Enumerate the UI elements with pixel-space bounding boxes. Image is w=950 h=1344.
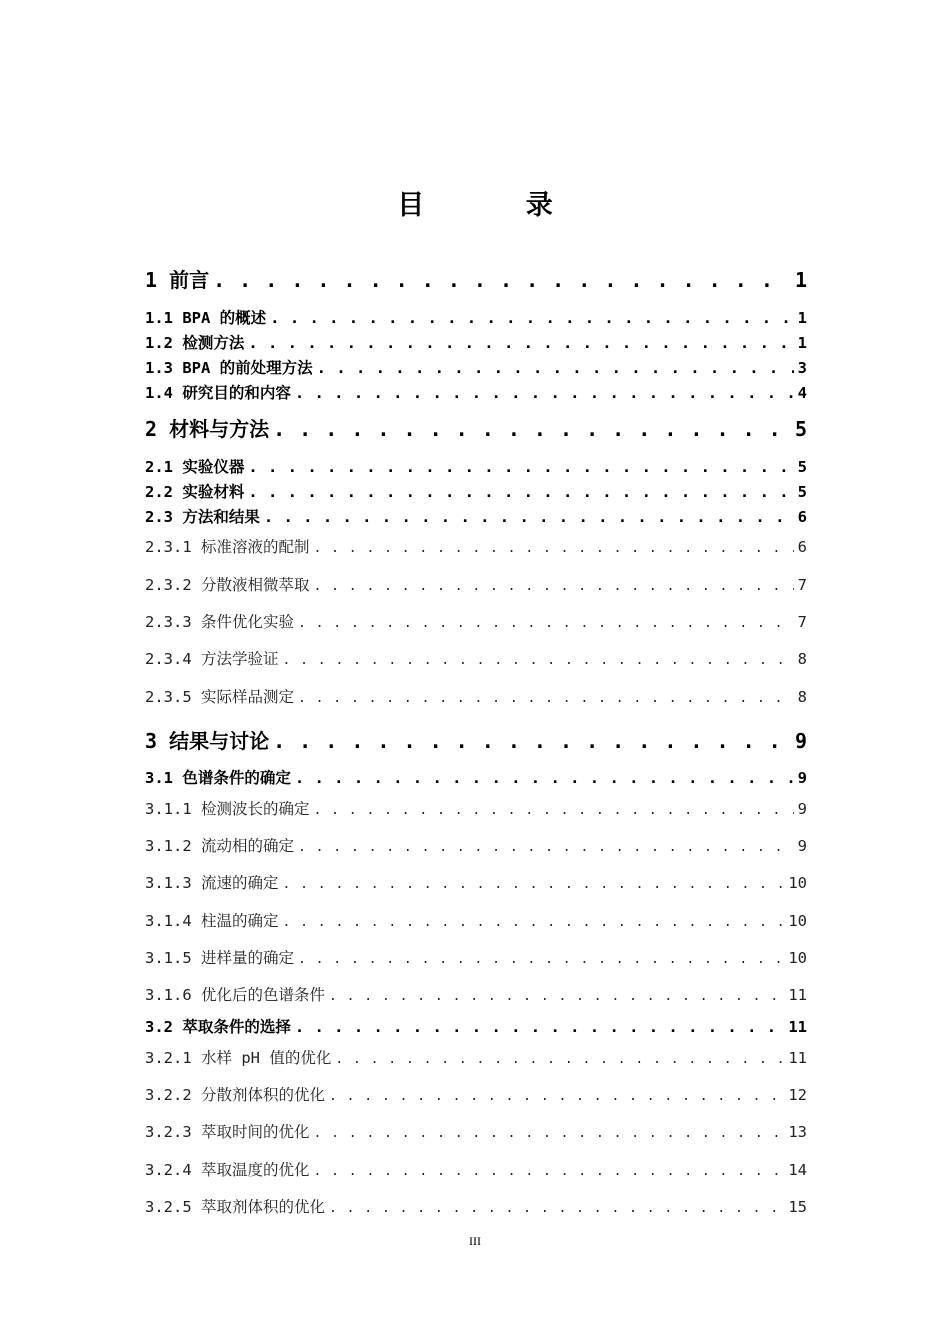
toc-entry-label: 1.4 研究目的和内容 bbox=[145, 384, 291, 402]
toc-entry-label: 2.1 实验仪器 bbox=[145, 458, 245, 476]
toc-leader bbox=[298, 616, 794, 631]
toc-leader bbox=[314, 579, 794, 594]
toc-entry-page: 15 bbox=[788, 1198, 807, 1216]
toc-entry-label: 3.2 萃取条件的选择 bbox=[145, 1018, 291, 1036]
toc-entry[interactable] bbox=[145, 610, 807, 632]
toc-leader bbox=[329, 989, 784, 1004]
toc-leader bbox=[314, 541, 794, 556]
toc-entry[interactable] bbox=[145, 871, 807, 893]
toc-entry-page: 9 bbox=[794, 729, 807, 753]
toc-entry-page: 10 bbox=[788, 912, 807, 930]
toc-leader bbox=[295, 769, 794, 787]
toc-entry[interactable] bbox=[145, 356, 807, 378]
toc-entry-page: 3 bbox=[797, 359, 807, 377]
toc-entry-label: 3.1.2 流动相的确定 bbox=[145, 837, 294, 855]
toc-entry[interactable] bbox=[145, 1195, 807, 1217]
toc-leader bbox=[295, 1018, 785, 1036]
toc-entry-label: 2.3 方法和结果 bbox=[145, 508, 260, 526]
toc-entry-label: 3.1.6 优化后的色谱条件 bbox=[145, 986, 325, 1004]
toc-entry[interactable] bbox=[145, 264, 807, 293]
toc-leader bbox=[273, 729, 791, 753]
toc-entry-page: 9 bbox=[797, 837, 807, 855]
toc-entry[interactable] bbox=[145, 480, 807, 502]
toc-leader bbox=[317, 359, 794, 377]
toc-entry-page: 5 bbox=[797, 483, 807, 501]
toc-entry-page: 5 bbox=[797, 458, 807, 476]
toc-entry[interactable] bbox=[145, 946, 807, 968]
page-title: 目 录 bbox=[397, 190, 599, 221]
toc-leader bbox=[264, 508, 794, 526]
toc-entry-label: 3.2.4 萃取温度的优化 bbox=[145, 1161, 310, 1179]
toc-entry-label: 3.1.3 流速的确定 bbox=[145, 874, 279, 892]
toc-entry[interactable] bbox=[145, 573, 807, 595]
toc-leader bbox=[283, 915, 785, 930]
toc-entry-page: 11 bbox=[788, 1018, 807, 1036]
toc-leader bbox=[248, 458, 793, 476]
toc-entry-label: 3.1.4 柱温的确定 bbox=[145, 912, 279, 930]
toc-leader bbox=[298, 952, 784, 967]
toc-entry-page: 11 bbox=[788, 986, 807, 1004]
toc-entry-page: 1 bbox=[797, 334, 807, 352]
toc-entry-page: 11 bbox=[788, 1049, 807, 1067]
toc-entry[interactable] bbox=[145, 331, 807, 353]
toc-entry-page: 5 bbox=[794, 417, 807, 441]
toc-leader bbox=[248, 483, 793, 501]
toc-entry[interactable] bbox=[145, 766, 807, 788]
toc-entry[interactable] bbox=[145, 909, 807, 931]
toc-entry[interactable] bbox=[145, 381, 807, 403]
toc-entry-page: 10 bbox=[788, 874, 807, 892]
toc-leader bbox=[298, 691, 794, 706]
toc-entry[interactable] bbox=[145, 535, 807, 557]
toc-leader bbox=[283, 653, 794, 668]
toc-leader bbox=[213, 268, 791, 292]
toc-leader bbox=[314, 803, 794, 818]
toc-entry-label: 2.3.4 方法学验证 bbox=[145, 650, 279, 668]
toc-entry[interactable] bbox=[145, 1083, 807, 1105]
toc-entry-label: 1.3 BPA 的前处理方法 bbox=[145, 359, 313, 377]
toc-entry[interactable] bbox=[145, 685, 807, 707]
toc-leader bbox=[314, 1164, 785, 1179]
toc-leader bbox=[298, 840, 794, 855]
toc-entry[interactable] bbox=[145, 834, 807, 856]
toc-entry[interactable] bbox=[145, 1046, 807, 1068]
toc-entry[interactable] bbox=[145, 505, 807, 527]
toc-leader bbox=[314, 1126, 785, 1141]
toc-entry-label: 3.1 色谱条件的确定 bbox=[145, 769, 291, 787]
toc-entry[interactable] bbox=[145, 306, 807, 328]
toc-entry-label: 1.1 BPA 的概述 bbox=[145, 309, 267, 327]
toc-entry-page: 10 bbox=[788, 949, 807, 967]
toc-entry-page: 7 bbox=[797, 613, 807, 631]
toc-entry-label: 2.3.5 实际样品测定 bbox=[145, 688, 294, 706]
toc-leader bbox=[295, 384, 794, 402]
toc-entry-page: 1 bbox=[794, 268, 807, 292]
toc-entry-page: 12 bbox=[788, 1086, 807, 1104]
toc-entry-page: 8 bbox=[797, 688, 807, 706]
toc-entry-page: 6 bbox=[797, 538, 807, 556]
toc-entry[interactable] bbox=[145, 455, 807, 477]
toc-entry[interactable] bbox=[145, 725, 807, 754]
toc-entry-label: 3.1.1 检测波长的确定 bbox=[145, 800, 310, 818]
toc-entry-label: 1.2 检测方法 bbox=[145, 334, 245, 352]
toc-entry-page: 6 bbox=[797, 508, 807, 526]
toc-leader bbox=[248, 334, 793, 352]
toc-entry-page: 7 bbox=[797, 576, 807, 594]
page-number: III bbox=[469, 1234, 481, 1248]
toc-entry-label: 3 结果与讨论 bbox=[145, 729, 270, 753]
toc-leader bbox=[329, 1201, 784, 1216]
toc-entry-page: 1 bbox=[797, 309, 807, 327]
toc-entry[interactable] bbox=[145, 1120, 807, 1142]
toc-entry-label: 1 前言 bbox=[145, 268, 210, 292]
toc-entry-page: 14 bbox=[788, 1161, 807, 1179]
toc-entry-page: 9 bbox=[797, 769, 807, 787]
toc-entry-label: 3.1.5 进样量的确定 bbox=[145, 949, 294, 967]
toc-entry-page: 8 bbox=[797, 650, 807, 668]
toc-entry-label: 2.3.3 条件优化实验 bbox=[145, 613, 294, 631]
toc-entry-page: 9 bbox=[797, 800, 807, 818]
toc-entry-label: 2.3.1 标准溶液的配制 bbox=[145, 538, 310, 556]
toc-entry-label: 3.2.1 水样 pH 值的优化 bbox=[145, 1049, 332, 1067]
toc-entry-page: 13 bbox=[788, 1123, 807, 1141]
toc-leader bbox=[335, 1052, 784, 1067]
toc-entry-label: 3.2.5 萃取剂体积的优化 bbox=[145, 1198, 325, 1216]
toc-entry-label: 3.2.3 萃取时间的优化 bbox=[145, 1123, 310, 1141]
toc-entry-label: 2.2 实验材料 bbox=[145, 483, 245, 501]
toc-entry-label: 2.3.2 分散液相微萃取 bbox=[145, 576, 310, 594]
toc-leader bbox=[270, 309, 794, 327]
toc-entry[interactable] bbox=[145, 983, 807, 1005]
toc-entry[interactable] bbox=[145, 413, 807, 442]
toc-leader bbox=[329, 1089, 784, 1104]
toc-entry-page: 4 bbox=[797, 384, 807, 402]
toc-leader bbox=[273, 417, 791, 441]
toc-entry[interactable] bbox=[145, 1015, 807, 1037]
toc-entry[interactable] bbox=[145, 647, 807, 669]
toc-entry[interactable] bbox=[145, 1158, 807, 1180]
toc-leader bbox=[283, 877, 785, 892]
toc-entry-label: 2 材料与方法 bbox=[145, 417, 270, 441]
toc-entry-label: 3.2.2 分散剂体积的优化 bbox=[145, 1086, 325, 1104]
toc-entry[interactable] bbox=[145, 797, 807, 819]
